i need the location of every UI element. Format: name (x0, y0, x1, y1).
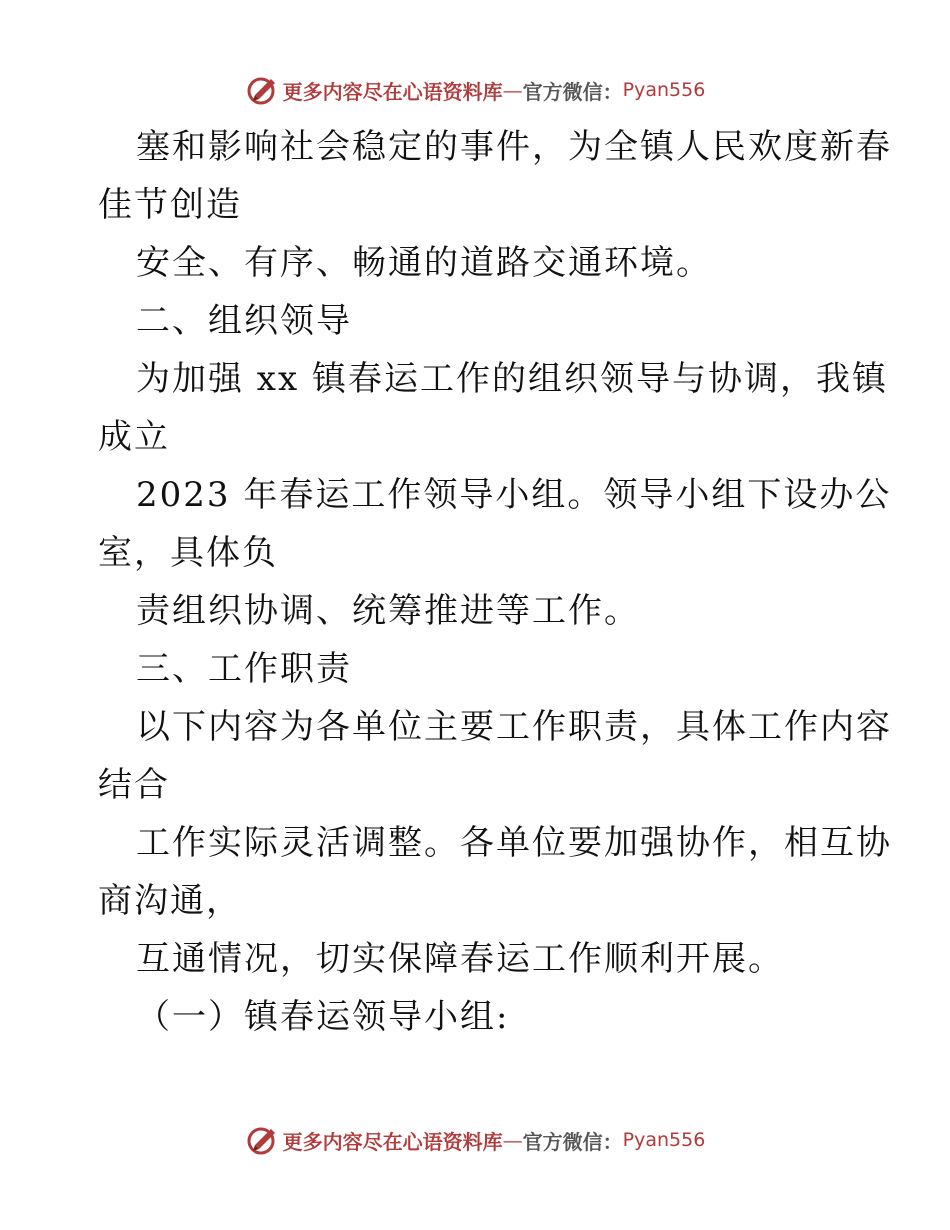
text-line: 责组织协调、统筹推进等工作。 (136, 591, 640, 631)
subsection-heading: （一）镇春运领导小组: (136, 997, 510, 1037)
section-heading: 二、组织领导 (136, 301, 352, 341)
text-line: 2023 年春运工作领导小组。领导小组下设办公 (136, 475, 892, 515)
watermark-dash: — (502, 1128, 523, 1152)
footer-watermark (0, 1120, 950, 1160)
text-line: 以下内容为各单位主要工作职责，具体工作内容 (136, 707, 892, 747)
document-body (98, 118, 892, 1046)
watermark-id: Pyan556 (622, 1129, 706, 1151)
section-heading: 三、工作职责 (136, 649, 352, 689)
text-line: 成立 (98, 417, 170, 457)
watermark-label: 官方微信： (522, 1129, 623, 1154)
text-line: 安全、有序、畅通的道路交通环境。 (136, 243, 712, 283)
pen-logo-icon (245, 73, 279, 107)
text-line: 结合 (98, 765, 170, 805)
text-line: 佳节创造 (98, 185, 242, 225)
header-watermark (0, 70, 950, 110)
text-line: 塞和影响社会稳定的事件，为全镇人民欢度新春 (136, 127, 892, 167)
text-line: 工作实际灵活调整。各单位要加强协作，相互协 (136, 823, 892, 863)
text-line: 商沟通， (98, 881, 242, 921)
watermark-main-text: 更多内容尽在心语资料库 (282, 1129, 503, 1154)
text-line: 为加强 xx 镇春运工作的组织领导与协调，我镇 (136, 359, 888, 399)
pen-logo-icon (245, 1123, 279, 1157)
watermark-label: 官方微信： (522, 79, 623, 104)
text-line: 室，具体负 (98, 533, 278, 573)
watermark-dash: — (502, 78, 523, 102)
watermark-main-text: 更多内容尽在心语资料库 (282, 79, 503, 104)
watermark-id: Pyan556 (622, 79, 706, 101)
text-line: 互通情况，切实保障春运工作顺利开展。 (136, 939, 784, 979)
